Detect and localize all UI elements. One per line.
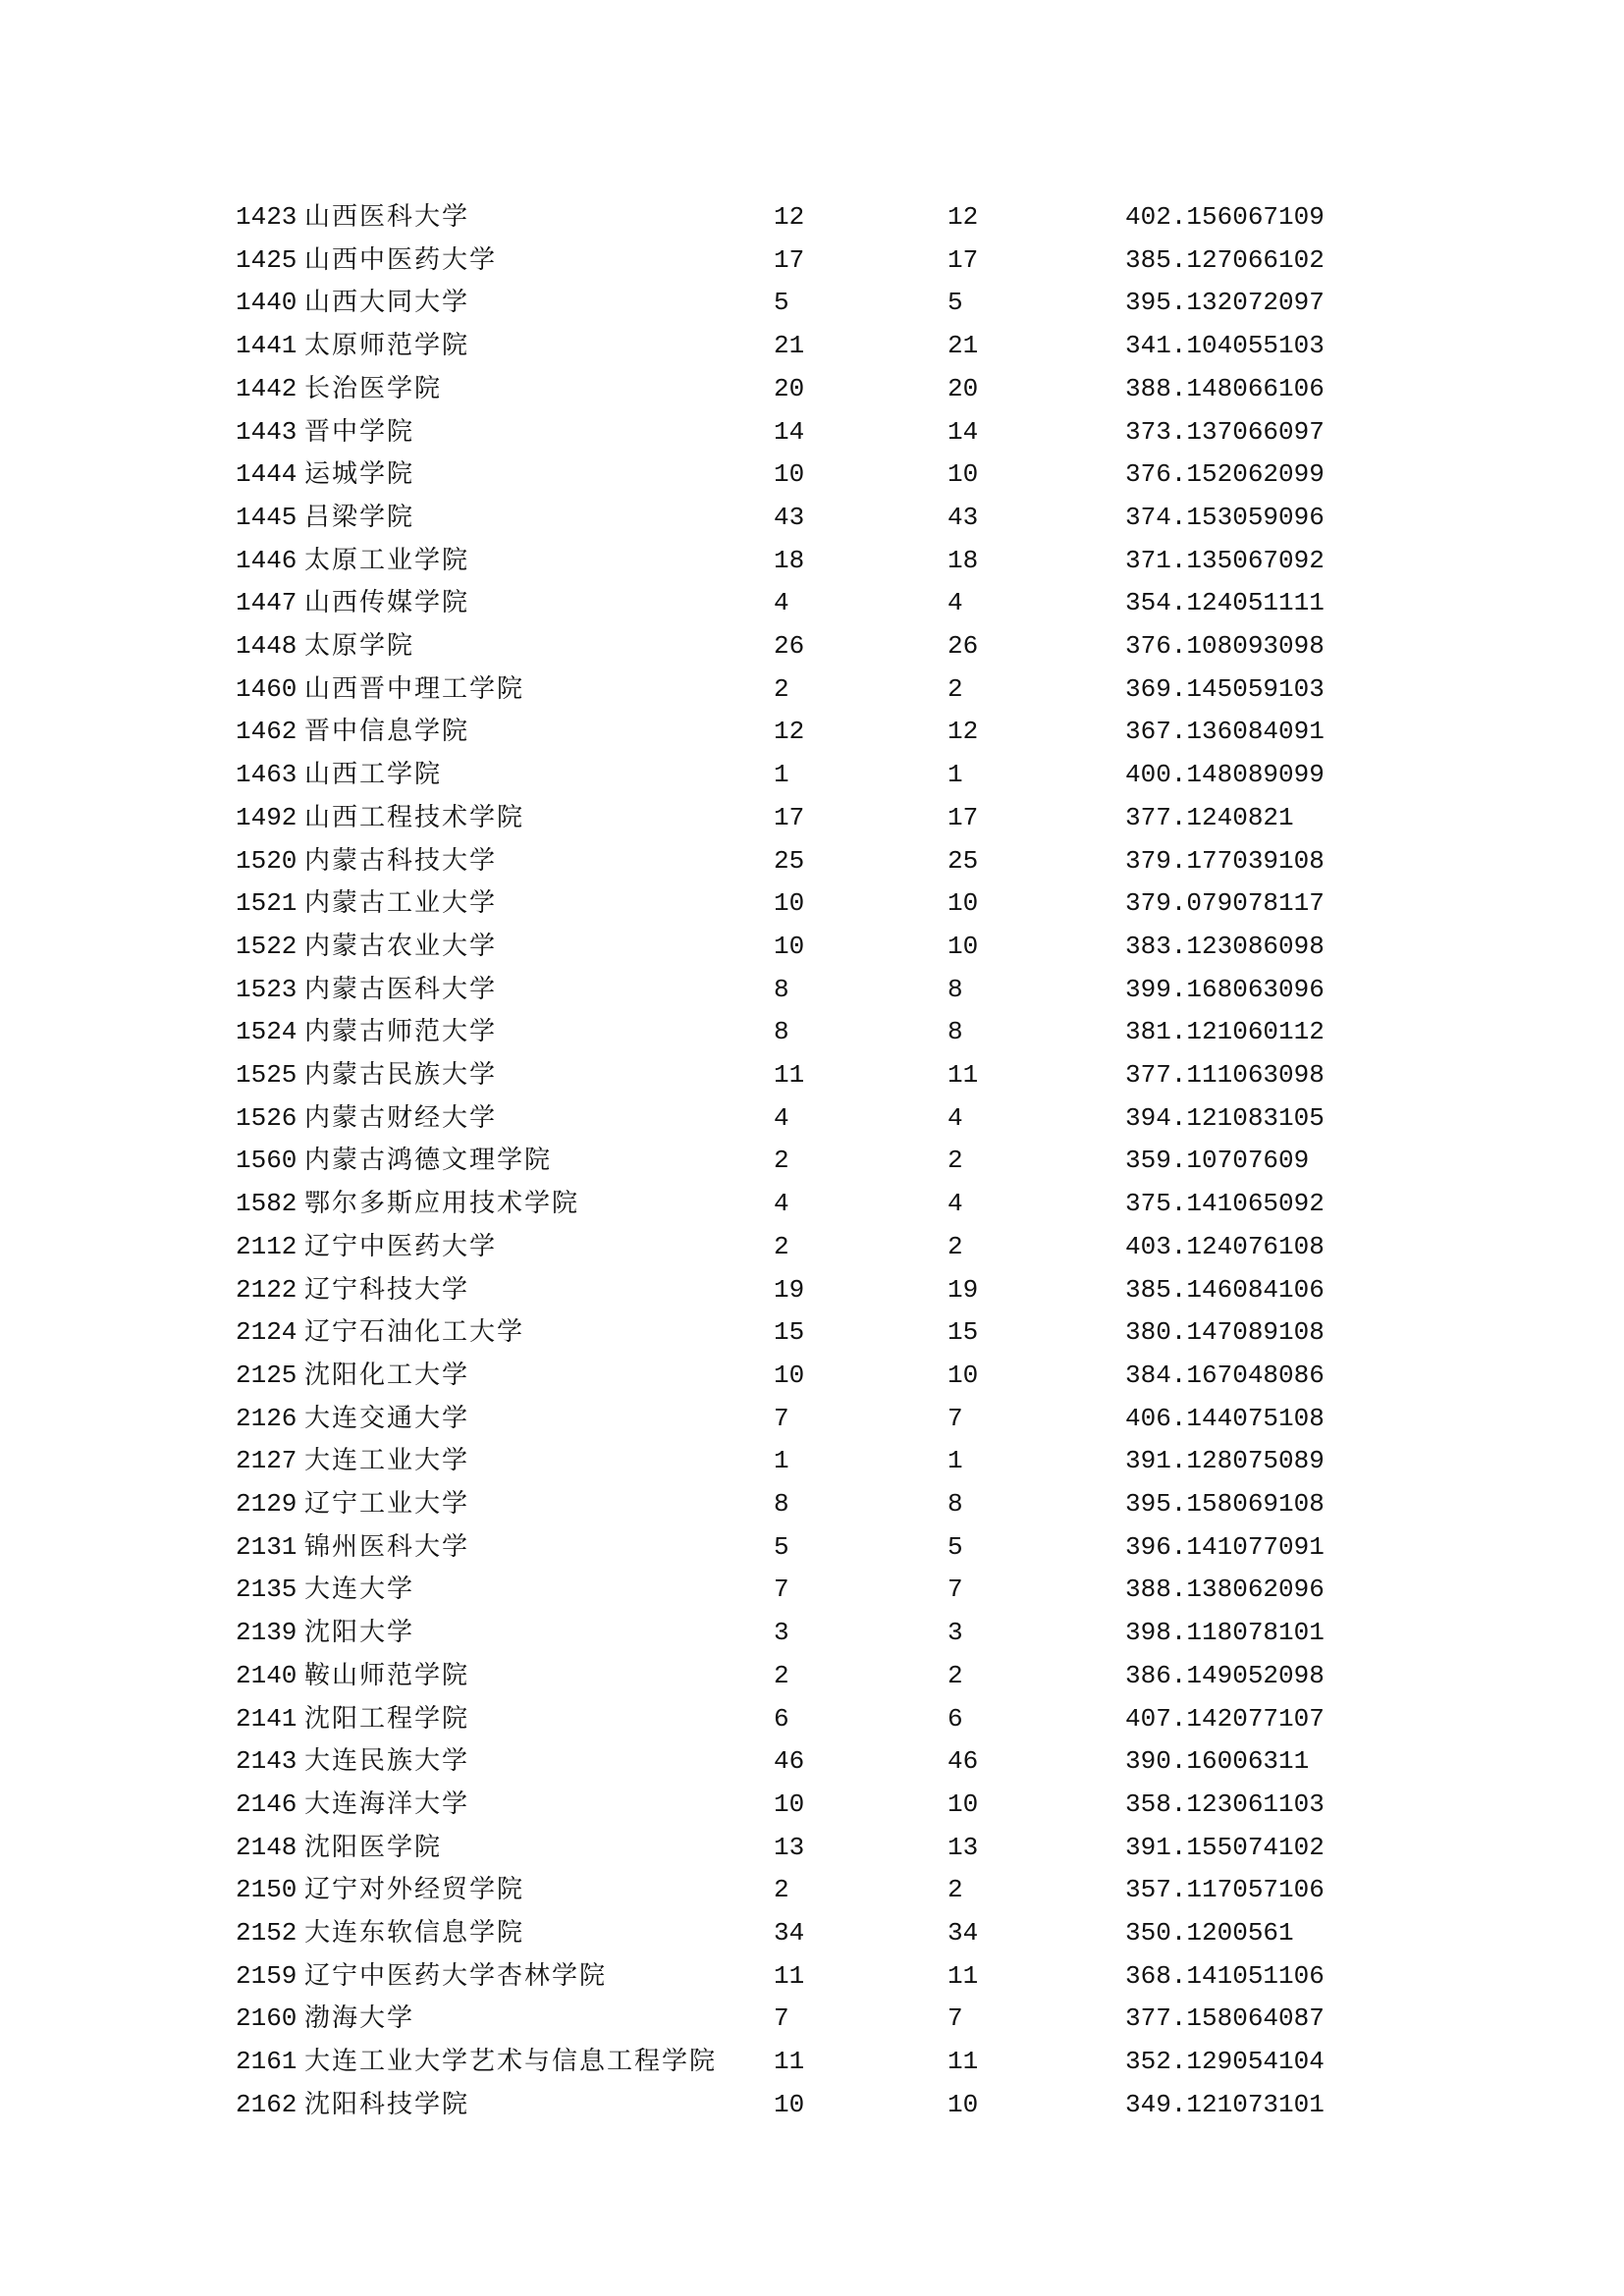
school-name: 沈阳科技学院 — [304, 2089, 470, 2119]
admit-count: 17 — [947, 802, 979, 832]
plan-count: 8 — [774, 1489, 789, 1519]
school-code: 2126 — [236, 1403, 298, 1433]
school-code: 2161 — [236, 2047, 298, 2077]
plan-count: 43 — [774, 502, 805, 532]
school-name: 山西中医药大学 — [304, 244, 498, 275]
plan-count: 2 — [774, 1660, 789, 1690]
admit-count: 5 — [947, 288, 963, 318]
school-name: 长治医学院 — [304, 373, 443, 403]
plan-count: 10 — [774, 931, 805, 961]
table-row — [0, 240, 1624, 280]
table-row — [0, 1570, 1624, 1609]
min-score: 395.158069108 — [1125, 1489, 1325, 1519]
school-code: 1447 — [236, 588, 298, 618]
table-row — [0, 1956, 1624, 1996]
school-name: 太原师范学院 — [304, 331, 470, 361]
school-code: 1460 — [236, 673, 298, 704]
table-row — [0, 970, 1624, 1009]
admit-count: 21 — [947, 331, 979, 361]
plan-count: 20 — [774, 373, 805, 403]
plan-count: 5 — [774, 1531, 789, 1562]
table-row — [0, 883, 1624, 923]
plan-count: 4 — [774, 1189, 789, 1219]
school-code: 1522 — [236, 931, 298, 961]
min-score: 407.142077107 — [1125, 1703, 1325, 1734]
school-code: 1582 — [236, 1189, 298, 1219]
min-score: 384.167048086 — [1125, 1360, 1325, 1390]
table-row — [0, 1870, 1624, 1909]
table-row — [0, 1399, 1624, 1438]
school-name: 大连海洋大学 — [304, 1789, 470, 1819]
school-name: 沈阳化工大学 — [304, 1360, 470, 1390]
admit-count: 5 — [947, 1531, 963, 1562]
table-row — [0, 1184, 1624, 1223]
plan-count: 17 — [774, 802, 805, 832]
table-row — [0, 798, 1624, 837]
min-score: 376.152062099 — [1125, 459, 1325, 490]
admit-count: 4 — [947, 588, 963, 618]
table-row — [0, 1441, 1624, 1480]
admit-count: 6 — [947, 1703, 963, 1734]
min-score: 406.144075108 — [1125, 1403, 1325, 1433]
table-row — [0, 1141, 1624, 1180]
table-row — [0, 1699, 1624, 1738]
min-score: 369.145059103 — [1125, 673, 1325, 704]
table-row — [0, 1828, 1624, 1867]
admit-count: 2 — [947, 1231, 963, 1261]
table-row — [0, 1527, 1624, 1567]
min-score: 388.148066106 — [1125, 373, 1325, 403]
school-code: 2148 — [236, 1832, 298, 1862]
school-name: 内蒙古师范大学 — [304, 1017, 498, 1047]
table-row — [0, 283, 1624, 322]
school-code: 2152 — [236, 1918, 298, 1948]
admit-count: 10 — [947, 459, 979, 490]
admit-count: 1 — [947, 760, 963, 790]
table-row — [0, 626, 1624, 666]
min-score: 402.156067109 — [1125, 202, 1325, 232]
school-name: 沈阳医学院 — [304, 1832, 443, 1862]
school-name: 辽宁中医药大学杏林学院 — [304, 1960, 608, 1991]
school-code: 1445 — [236, 502, 298, 532]
table-row — [0, 927, 1624, 966]
school-name: 太原学院 — [304, 631, 415, 661]
min-score: 385.127066102 — [1125, 244, 1325, 275]
plan-count: 26 — [774, 631, 805, 661]
school-name: 内蒙古工业大学 — [304, 888, 498, 919]
table-row — [0, 1098, 1624, 1138]
admit-count: 7 — [947, 1403, 963, 1433]
school-name: 大连民族大学 — [304, 1746, 470, 1777]
admit-count: 2 — [947, 673, 963, 704]
school-name: 山西工学院 — [304, 760, 443, 790]
school-code: 2141 — [236, 1703, 298, 1734]
admit-count: 13 — [947, 1832, 979, 1862]
school-code: 1523 — [236, 974, 298, 1004]
table-row — [0, 1999, 1624, 2038]
plan-count: 7 — [774, 1403, 789, 1433]
plan-count: 19 — [774, 1274, 805, 1305]
school-name: 晋中信息学院 — [304, 717, 470, 747]
admit-count: 10 — [947, 931, 979, 961]
min-score: 377.111063098 — [1125, 1060, 1325, 1090]
school-name: 大连工业大学 — [304, 1446, 470, 1476]
table-row — [0, 669, 1624, 709]
min-score: 386.149052098 — [1125, 1660, 1325, 1690]
plan-count: 4 — [774, 588, 789, 618]
admit-count: 12 — [947, 717, 979, 747]
table-row — [0, 1656, 1624, 1695]
school-name: 辽宁科技大学 — [304, 1274, 470, 1305]
plan-count: 18 — [774, 545, 805, 575]
school-code: 2140 — [236, 1660, 298, 1690]
plan-count: 12 — [774, 717, 805, 747]
school-name: 辽宁对外经贸学院 — [304, 1875, 525, 1905]
school-code: 1423 — [236, 202, 298, 232]
school-code: 2159 — [236, 1960, 298, 1991]
plan-count: 6 — [774, 1703, 789, 1734]
min-score: 352.129054104 — [1125, 2047, 1325, 2077]
admit-count: 15 — [947, 1317, 979, 1348]
table-row — [0, 841, 1624, 881]
admit-count: 10 — [947, 1789, 979, 1819]
table-row — [0, 1356, 1624, 1395]
school-code: 1520 — [236, 845, 298, 876]
school-code: 2124 — [236, 1317, 298, 1348]
plan-count: 11 — [774, 1960, 805, 1991]
min-score: 383.123086098 — [1125, 931, 1325, 961]
min-score: 374.153059096 — [1125, 502, 1325, 532]
school-name: 锦州医科大学 — [304, 1531, 470, 1562]
school-name: 山西传媒学院 — [304, 588, 470, 618]
min-score: 377.1240821 — [1125, 802, 1294, 832]
school-name: 鞍山师范学院 — [304, 1660, 470, 1690]
school-name: 吕梁学院 — [304, 502, 415, 532]
school-code: 2162 — [236, 2089, 298, 2119]
table-row — [0, 412, 1624, 452]
plan-count: 11 — [774, 2047, 805, 2077]
min-score: 373.137066097 — [1125, 416, 1325, 447]
plan-count: 46 — [774, 1746, 805, 1777]
admit-count: 20 — [947, 373, 979, 403]
school-name: 辽宁中医药大学 — [304, 1231, 498, 1261]
school-code: 2135 — [236, 1575, 298, 1605]
admit-count: 14 — [947, 416, 979, 447]
min-score: 396.141077091 — [1125, 1531, 1325, 1562]
min-score: 376.108093098 — [1125, 631, 1325, 661]
school-code: 1425 — [236, 244, 298, 275]
school-code: 1521 — [236, 888, 298, 919]
school-name: 沈阳大学 — [304, 1618, 415, 1648]
plan-count: 7 — [774, 2003, 789, 2034]
admit-count: 11 — [947, 1060, 979, 1090]
plan-count: 13 — [774, 1832, 805, 1862]
admit-count: 8 — [947, 1017, 963, 1047]
min-score: 377.158064087 — [1125, 2003, 1325, 2034]
admit-count: 17 — [947, 244, 979, 275]
min-score: 399.168063096 — [1125, 974, 1325, 1004]
admit-count: 7 — [947, 1575, 963, 1605]
school-code: 2125 — [236, 1360, 298, 1390]
admit-count: 25 — [947, 845, 979, 876]
table-row — [0, 1270, 1624, 1309]
min-score: 367.136084091 — [1125, 717, 1325, 747]
plan-count: 15 — [774, 1317, 805, 1348]
admit-count: 8 — [947, 974, 963, 1004]
school-code: 2131 — [236, 1531, 298, 1562]
school-name: 山西大同大学 — [304, 288, 470, 318]
min-score: 358.123061103 — [1125, 1789, 1325, 1819]
school-code: 2139 — [236, 1618, 298, 1648]
admit-count: 18 — [947, 545, 979, 575]
min-score: 359.10707609 — [1125, 1146, 1310, 1176]
admit-count: 12 — [947, 202, 979, 232]
plan-count: 21 — [774, 331, 805, 361]
admit-count: 3 — [947, 1618, 963, 1648]
min-score: 400.148089099 — [1125, 760, 1325, 790]
school-name: 辽宁工业大学 — [304, 1489, 470, 1519]
school-name: 内蒙古鸿德文理学院 — [304, 1146, 553, 1176]
school-name: 渤海大学 — [304, 2003, 415, 2034]
school-code: 1446 — [236, 545, 298, 575]
table-row — [0, 583, 1624, 622]
school-name: 内蒙古农业大学 — [304, 931, 498, 961]
school-code: 1492 — [236, 802, 298, 832]
school-code: 1525 — [236, 1060, 298, 1090]
min-score: 379.177039108 — [1125, 845, 1325, 876]
school-name: 大连交通大学 — [304, 1403, 470, 1433]
table-row — [0, 1312, 1624, 1352]
plan-count: 12 — [774, 202, 805, 232]
school-code: 2129 — [236, 1489, 298, 1519]
min-score: 390.16006311 — [1125, 1746, 1310, 1777]
min-score: 368.141051106 — [1125, 1960, 1325, 1991]
plan-count: 10 — [774, 1360, 805, 1390]
min-score: 341.104055103 — [1125, 331, 1325, 361]
plan-count: 17 — [774, 244, 805, 275]
plan-count: 2 — [774, 1231, 789, 1261]
min-score: 388.138062096 — [1125, 1575, 1325, 1605]
admit-count: 26 — [947, 631, 979, 661]
admit-count: 19 — [947, 1274, 979, 1305]
school-name: 鄂尔多斯应用技术学院 — [304, 1189, 580, 1219]
table-row — [0, 1913, 1624, 1952]
table-row — [0, 369, 1624, 408]
min-score: 375.141065092 — [1125, 1189, 1325, 1219]
min-score: 394.121083105 — [1125, 1102, 1325, 1133]
plan-count: 1 — [774, 1446, 789, 1476]
school-code: 1444 — [236, 459, 298, 490]
table-row — [0, 454, 1624, 494]
school-code: 1442 — [236, 373, 298, 403]
plan-count: 8 — [774, 1017, 789, 1047]
school-code: 1443 — [236, 416, 298, 447]
school-name: 大连东软信息学院 — [304, 1918, 525, 1948]
plan-count: 10 — [774, 2089, 805, 2119]
school-code: 2150 — [236, 1875, 298, 1905]
plan-count: 1 — [774, 760, 789, 790]
school-code: 1440 — [236, 288, 298, 318]
school-code: 1560 — [236, 1146, 298, 1176]
plan-count: 2 — [774, 673, 789, 704]
min-score: 350.1200561 — [1125, 1918, 1294, 1948]
table-row — [0, 197, 1624, 237]
min-score: 395.132072097 — [1125, 288, 1325, 318]
min-score: 349.121073101 — [1125, 2089, 1325, 2119]
min-score: 403.124076108 — [1125, 1231, 1325, 1261]
admit-count: 46 — [947, 1746, 979, 1777]
min-score: 381.121060112 — [1125, 1017, 1325, 1047]
school-code: 1441 — [236, 331, 298, 361]
school-name: 内蒙古医科大学 — [304, 974, 498, 1004]
table-row — [0, 712, 1624, 751]
table-row — [0, 541, 1624, 580]
school-code: 2122 — [236, 1274, 298, 1305]
admit-count: 8 — [947, 1489, 963, 1519]
admit-count: 10 — [947, 888, 979, 919]
school-code: 2127 — [236, 1446, 298, 1476]
table-row — [0, 2042, 1624, 2081]
admit-count: 11 — [947, 2047, 979, 2077]
admit-count: 10 — [947, 1360, 979, 1390]
table-row — [0, 1227, 1624, 1266]
table-row — [0, 1741, 1624, 1781]
table-row — [0, 1484, 1624, 1523]
admit-count: 11 — [947, 1960, 979, 1991]
plan-count: 8 — [774, 974, 789, 1004]
school-name: 山西工程技术学院 — [304, 802, 525, 832]
school-code: 1524 — [236, 1017, 298, 1047]
school-name: 晋中学院 — [304, 416, 415, 447]
min-score: 391.128075089 — [1125, 1446, 1325, 1476]
plan-count: 11 — [774, 1060, 805, 1090]
plan-count: 7 — [774, 1575, 789, 1605]
admit-count: 4 — [947, 1102, 963, 1133]
school-code: 1463 — [236, 760, 298, 790]
school-code: 1526 — [236, 1102, 298, 1133]
admit-count: 43 — [947, 502, 979, 532]
min-score: 398.118078101 — [1125, 1618, 1325, 1648]
school-name: 沈阳工程学院 — [304, 1703, 470, 1734]
table-row — [0, 326, 1624, 365]
plan-count: 10 — [774, 1789, 805, 1819]
table-row — [0, 2085, 1624, 2124]
table-row — [0, 1785, 1624, 1824]
table-row — [0, 1613, 1624, 1652]
admit-count: 2 — [947, 1146, 963, 1176]
table-row — [0, 1012, 1624, 1051]
school-code: 1448 — [236, 631, 298, 661]
table-row — [0, 498, 1624, 537]
plan-count: 3 — [774, 1618, 789, 1648]
admit-count: 2 — [947, 1875, 963, 1905]
school-name: 内蒙古民族大学 — [304, 1060, 498, 1090]
plan-count: 14 — [774, 416, 805, 447]
school-name: 山西医科大学 — [304, 202, 470, 232]
school-code: 1462 — [236, 717, 298, 747]
admit-count: 7 — [947, 2003, 963, 2034]
plan-count: 34 — [774, 1918, 805, 1948]
school-name: 大连大学 — [304, 1575, 415, 1605]
admit-count: 4 — [947, 1189, 963, 1219]
school-code: 2160 — [236, 2003, 298, 2034]
school-name: 内蒙古财经大学 — [304, 1102, 498, 1133]
plan-count: 4 — [774, 1102, 789, 1133]
plan-count: 25 — [774, 845, 805, 876]
school-name: 运城学院 — [304, 459, 415, 490]
admit-count: 2 — [947, 1660, 963, 1690]
school-name: 辽宁石油化工大学 — [304, 1317, 525, 1348]
school-code: 2112 — [236, 1231, 298, 1261]
school-name: 山西晋中理工学院 — [304, 673, 525, 704]
min-score: 354.124051111 — [1125, 588, 1325, 618]
min-score: 385.146084106 — [1125, 1274, 1325, 1305]
plan-count: 10 — [774, 459, 805, 490]
school-name: 太原工业学院 — [304, 545, 470, 575]
min-score: 357.117057106 — [1125, 1875, 1325, 1905]
admit-count: 10 — [947, 2089, 979, 2119]
plan-count: 2 — [774, 1146, 789, 1176]
school-name: 内蒙古科技大学 — [304, 845, 498, 876]
school-name: 大连工业大学艺术与信息工程学院 — [304, 2047, 718, 2077]
min-score: 379.079078117 — [1125, 888, 1325, 919]
min-score: 371.135067092 — [1125, 545, 1325, 575]
plan-count: 2 — [774, 1875, 789, 1905]
min-score: 391.155074102 — [1125, 1832, 1325, 1862]
school-code: 2146 — [236, 1789, 298, 1819]
admit-count: 1 — [947, 1446, 963, 1476]
table-row — [0, 1055, 1624, 1095]
school-code: 2143 — [236, 1746, 298, 1777]
table-row — [0, 755, 1624, 794]
plan-count: 5 — [774, 288, 789, 318]
admit-count: 34 — [947, 1918, 979, 1948]
min-score: 380.147089108 — [1125, 1317, 1325, 1348]
plan-count: 10 — [774, 888, 805, 919]
